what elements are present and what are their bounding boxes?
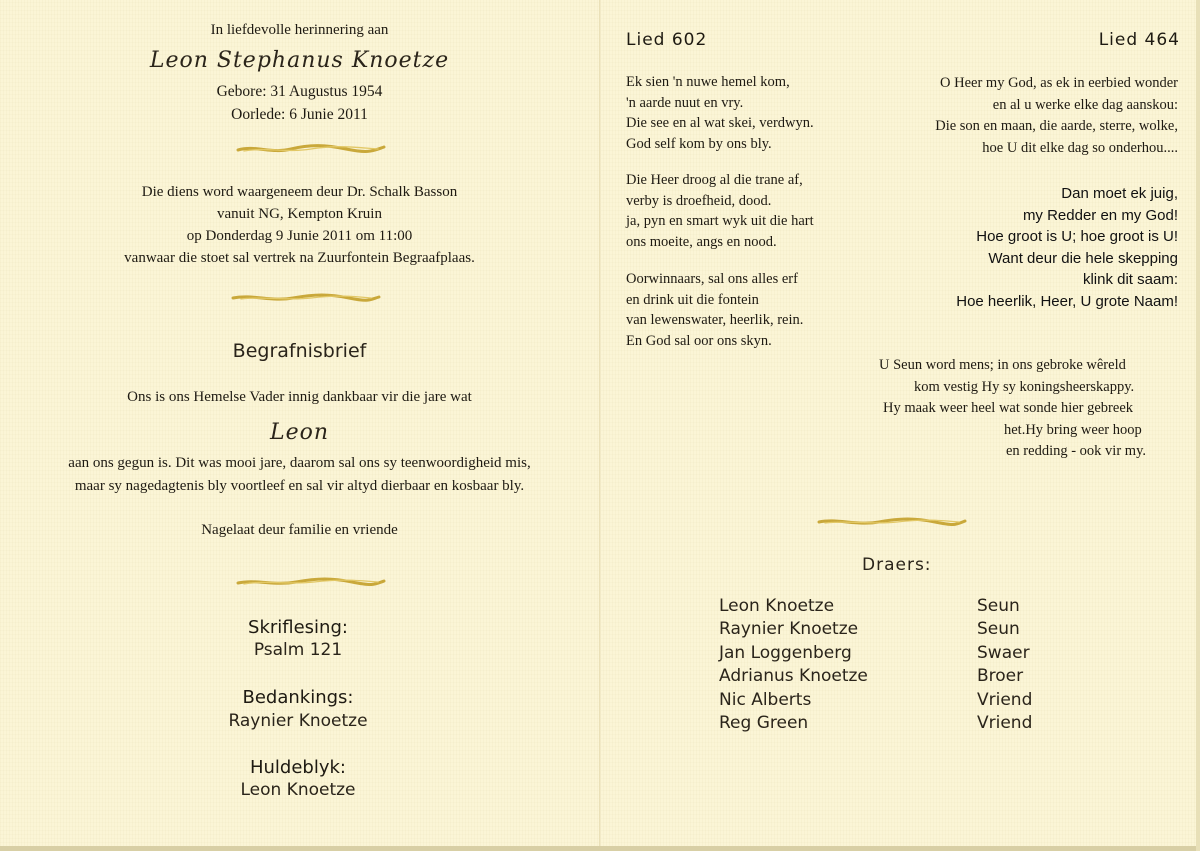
hymn-verse <box>935 73 1178 159</box>
verse-line: O Heer my God, as ek in eerbied wonder <box>940 75 1178 91</box>
chorus-line: Hoe groot is U; hoe groot is U! <box>976 228 1178 246</box>
verse-line: Die son en maan, die aarde, sterre, wolke, <box>935 118 1178 134</box>
death-date: Oorlede: 6 Junie 2011 <box>231 106 368 123</box>
service-line: Die diens word waargeneem deur Dr. Schalk Basson <box>141 184 458 200</box>
tribute-value: Leon Knoetze <box>240 780 356 800</box>
bearer-name: Adrianus Knoetze <box>719 666 868 687</box>
chorus-line: Dan moet ek juig, <box>1061 185 1178 202</box>
intro-text: In liefdevolle herinnering aan <box>210 22 389 38</box>
verse-line: ons moeite, angs en nood. <box>626 233 777 250</box>
letter-line: maar sy nagedagtenis bly voortleef en sal vir altyd dierbaar en kosbaar bly. <box>74 478 525 494</box>
left-panel <box>0 0 599 851</box>
letter-name: Leon <box>269 420 330 445</box>
service-line: op Donderdag 9 Junie 2011 om 11:00 <box>186 228 413 244</box>
chorus-line: klink dit saam: <box>1082 271 1178 289</box>
verse-line: en al u werke elke dag aanskou: <box>992 96 1178 113</box>
gold-squiggle-ornament-icon <box>236 576 386 588</box>
bearer-relations <box>977 595 1032 735</box>
chorus-line: Want deur die hele skepping <box>988 249 1178 267</box>
bearer-relation: Swaer <box>977 642 1030 663</box>
verse-line: U Seun word mens; in ons gebroke wêreld <box>879 357 1126 373</box>
bearer-relation: Vriend <box>977 713 1033 734</box>
hymn-verse <box>879 355 1146 463</box>
hymn-title: Lied 464 <box>1098 30 1180 50</box>
verse-line: het.Hy bring weer hoop <box>1004 421 1142 438</box>
letter-title: Begrafnisbrief <box>232 340 367 362</box>
reading-title: Skriflesing: <box>248 617 348 638</box>
chorus-line: my Redder en my God! <box>1022 206 1178 224</box>
service-line: vanuit NG, Kempton Kruin <box>217 206 382 222</box>
service-info <box>0 181 599 269</box>
deceased-name: Leon Stephanus Knoetze <box>149 48 450 73</box>
bearer-name: Raynier Knoetze <box>719 619 859 640</box>
letter-line: aan ons gegun is. Dit was mooi jare, daarom sal ons sy teenwoordigheid mis, <box>68 455 531 471</box>
bearer-name: Jan Loggenberg <box>719 642 852 663</box>
verse-line: God self kom by ons bly. <box>626 135 772 152</box>
verse-line: kom vestig Hy sy koningsheerskappy. <box>914 378 1135 395</box>
thanks-value: Raynier Knoetze <box>228 711 368 731</box>
verse-line: van lewenswater, heerlik, rein. <box>626 312 804 328</box>
birth-date: Gebore: 31 Augustus 1954 <box>216 83 383 100</box>
bearer-name: Nic Alberts <box>719 689 812 710</box>
hymn-verse <box>626 269 803 351</box>
verse-line: ja, pyn en smart wyk uit die hart <box>626 213 814 229</box>
tribute-title: Huldeblyk: <box>249 757 346 778</box>
verse-line: Die Heer droog al die trane af, <box>626 172 803 188</box>
right-panel <box>601 0 1200 851</box>
verse-line: Oorwinnaars, sal ons alles erf <box>626 271 798 287</box>
thanks-title: Bedankings: <box>242 687 354 708</box>
hymn-chorus <box>956 183 1178 313</box>
gold-squiggle-ornament-icon <box>236 143 386 155</box>
hymn-title: Lied 602 <box>626 30 708 50</box>
verse-line: en drink uit die fontein <box>626 291 759 308</box>
hymn-verse <box>626 72 814 154</box>
service-line: vanwaar die stoet sal vertrek na Zuurfontein Begraafplaas. <box>124 250 475 266</box>
bearer-relation: Seun <box>977 596 1020 616</box>
gold-squiggle-ornament-icon <box>817 516 967 528</box>
verse-line: 'n aarde nuut en vry. <box>626 94 744 111</box>
letter-line: Ons is ons Hemelse Vader innig dankbaar vir die jare wat <box>127 389 472 405</box>
bearer-relation: Broer <box>977 666 1024 687</box>
hymn-verse <box>626 170 814 252</box>
bearer-relation: Seun <box>977 619 1020 640</box>
survived-by: Nagelaat deur familie en vriende <box>201 522 398 538</box>
verse-line: En God sal oor ons skyn. <box>626 332 772 349</box>
bearer-name: Leon Knoetze <box>719 596 835 616</box>
gold-squiggle-ornament-icon <box>231 292 381 304</box>
bearers-title: Draers: <box>862 555 932 575</box>
bearer-name: Reg Green <box>719 713 809 734</box>
bearer-relation: Vriend <box>977 689 1033 710</box>
verse-line: Ek sien 'n nuwe hemel kom, <box>626 74 790 90</box>
verse-line: hoe U dit elke dag so onderhou.... <box>982 139 1178 156</box>
verse-line: Die see en al wat skei, verdwyn. <box>626 115 814 131</box>
verse-line: en redding - ook vir my. <box>1006 443 1147 459</box>
chorus-line: Hoe heerlik, Heer, U grote Naam! <box>956 292 1178 310</box>
verse-line: Hy maak weer heel wat sonde hier gebreek <box>883 400 1134 416</box>
verse-line: verby is droefheid, dood. <box>626 192 772 209</box>
bearer-names <box>719 595 868 735</box>
reading-value: Psalm 121 <box>253 640 343 660</box>
